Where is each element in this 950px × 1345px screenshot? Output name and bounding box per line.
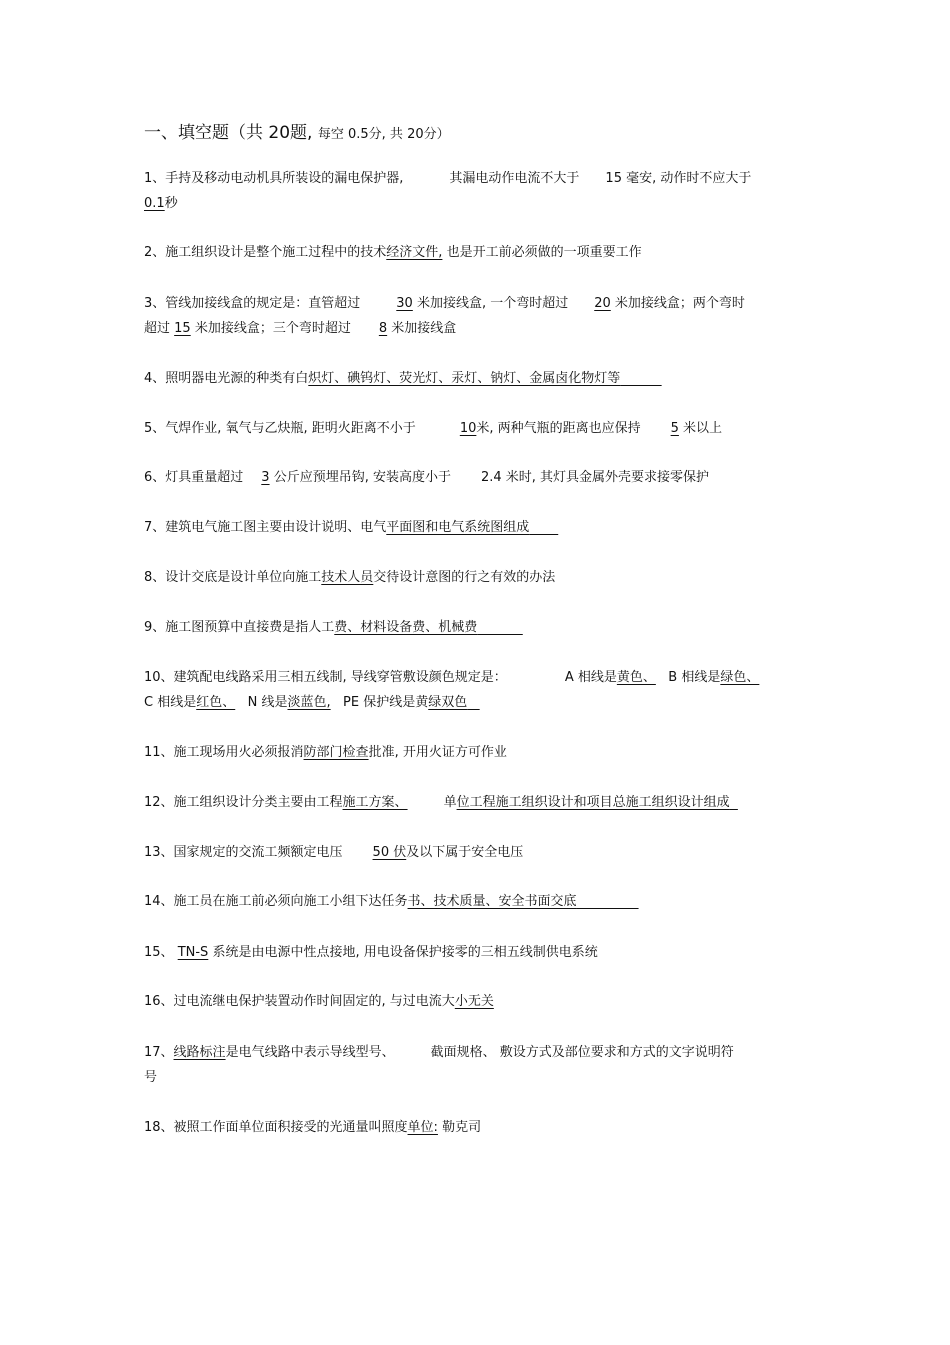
question-text: A 相线是	[564, 670, 617, 685]
answer-blank: 平面图和电气系统图组成	[386, 520, 530, 535]
question-text: 米以上	[683, 421, 723, 436]
question-11	[144, 740, 809, 765]
question-text: 2.4 米时, 其灯具金属外壳要求接零保护	[480, 470, 710, 485]
question-text: 米加接线盒	[391, 321, 457, 336]
question-text: 米加接线盒, 一个弯时超过	[416, 296, 569, 311]
question-text: 交待设计意图的行之有效的办法	[373, 570, 556, 585]
question-text: 米加接线盒；三个弯时超过	[194, 321, 351, 336]
question-text: 米加接线盒；两个弯时	[614, 296, 745, 311]
answer-blank: 小无关	[454, 994, 494, 1009]
question-text: 10、建筑配电线路采用三相五线制, 导线穿管敷设颜色规定是：	[144, 670, 507, 685]
question-text: 7、建筑电气施工图主要由设计说明、电气	[144, 520, 387, 535]
answer-blank: 位工程施工组织设计和项目总施工组织设计组成	[456, 795, 730, 810]
question-1	[144, 166, 809, 216]
answer-blank-padding	[730, 795, 738, 810]
answer-blank-padding	[577, 894, 639, 909]
question-text: 号	[144, 1070, 158, 1085]
question-text: 秒	[164, 196, 178, 211]
answer-blank-padding	[477, 620, 522, 635]
answer-blank: 经济文件,	[386, 245, 443, 260]
question-7	[144, 515, 809, 540]
question-text: 及以下属于安全电压	[406, 845, 524, 860]
answer-blank: 黄色、	[616, 670, 656, 685]
answer-blank: 30	[396, 296, 413, 311]
question-text: 系统是由电源中性点接地, 用电设备保护接零的三相五线制供电系统	[212, 945, 598, 960]
answer-blank: 单位:	[407, 1120, 438, 1135]
question-text: 公斤应预埋吊钩, 安装高度小于	[273, 470, 451, 485]
question-text: N 线是	[247, 695, 288, 710]
question-5	[144, 416, 809, 441]
answer-blank: 线路标注	[173, 1045, 226, 1060]
question-12	[144, 790, 809, 815]
answer-blank: 15	[174, 321, 191, 336]
question-text: 2、施工组织设计是整个施工过程中的技术	[144, 245, 387, 260]
question-9	[144, 615, 809, 640]
question-text: 6、灯具重量超过	[144, 470, 244, 485]
answer-blank: 施工方案、	[342, 795, 408, 810]
section-title	[144, 118, 450, 143]
answer-blank: TN-S	[177, 945, 209, 960]
question-text: 16、过电流继电保护装置动作时间固定的, 与过电流大	[144, 994, 455, 1009]
answer-blank: 3	[261, 470, 270, 485]
question-8	[144, 565, 809, 590]
answer-blank: 20	[594, 296, 611, 311]
answer-blank: 0.1	[144, 196, 165, 211]
question-text: 12、施工组织设计分类主要由工程	[144, 795, 343, 810]
question-text: 13、国家规定的交流工频额定电压	[144, 845, 343, 860]
answer-blank: 绿双色	[428, 695, 468, 710]
question-text: C 相线是	[144, 695, 197, 710]
question-4	[144, 366, 809, 391]
question-text: 截面规格、 敷设方式及部位要求和方式的文字说明符	[430, 1045, 734, 1060]
answer-blank: 炽灯、碘钨灯、荧光灯、汞灯、钠灯、金属卤化物灯等	[308, 371, 621, 386]
question-text: 也是开工前必须做的一项重要工作	[446, 245, 642, 260]
question-text: 18、被照工作面单位面积接受的光通量叫照度	[144, 1120, 408, 1135]
answer-blank-padding	[529, 520, 558, 535]
answer-blank: 费、材料设备费、机械费	[334, 620, 478, 635]
answer-blank: 技术人员	[321, 570, 374, 585]
question-text: 14、施工员在施工前必须向施工小组下达任务	[144, 894, 408, 909]
answer-blank: 10	[459, 421, 477, 436]
question-text: 15、	[144, 945, 174, 960]
question-14	[144, 889, 809, 914]
answer-blank: 防部门检查	[303, 745, 369, 760]
question-text: 单	[443, 795, 457, 810]
question-3	[144, 291, 809, 341]
question-text: 是电气线路中表示导线型号、	[225, 1045, 395, 1060]
answer-blank: 红色、	[196, 695, 236, 710]
question-16	[144, 989, 809, 1014]
question-10	[144, 665, 809, 715]
answer-blank-padding	[467, 695, 479, 710]
question-15	[144, 940, 809, 965]
question-18	[144, 1115, 809, 1140]
section-title-main: 一、填空题（共 20题,	[144, 123, 313, 143]
question-text: 勒克司	[442, 1120, 482, 1135]
answer-blank: 50 伏	[372, 845, 407, 860]
answer-blank: 8	[378, 321, 388, 336]
question-2	[144, 240, 809, 265]
answer-blank: 书、技术质量、安全书面交底	[407, 894, 577, 909]
answer-blank: 5	[670, 421, 679, 436]
question-17	[144, 1040, 809, 1090]
question-text: 15 毫安, 动作时不应大于	[605, 171, 752, 186]
section-title-sub: 每空 0.5分, 共 20分）	[317, 127, 450, 142]
question-13	[144, 840, 809, 865]
question-text: 其漏电动作电流不大于	[449, 171, 580, 186]
question-text: 3、管线加接线盒的规定是：直管超过	[144, 296, 361, 311]
question-6	[144, 465, 809, 490]
question-text: B 相线是	[668, 670, 721, 685]
question-text: 4、照明器电光源的种类有白	[144, 371, 309, 386]
question-text: 米, 两种气瓶的距离也应保持	[476, 421, 641, 436]
answer-blank: 绿色、	[720, 670, 760, 685]
question-text: 1、手持及移动电动机具所装设的漏电保护器,	[144, 171, 404, 186]
question-text: 5、气焊作业, 氧气与乙炔瓶, 距明火距离不小于	[144, 421, 416, 436]
question-text: 8、设计交底是设计单位向施工	[144, 570, 322, 585]
question-text: 批准, 开用火证方可作业	[368, 745, 507, 760]
question-text: 11、施工现场用火必须报消	[144, 745, 304, 760]
question-text: 9、施工图预算中直接费是指人工	[144, 620, 335, 635]
question-text: PE 保护线是黄	[343, 695, 429, 710]
question-text: 超过	[144, 321, 171, 336]
question-text: 17、	[144, 1045, 174, 1060]
answer-blank: 淡蓝色,	[287, 695, 331, 710]
answer-blank-padding	[620, 371, 661, 386]
